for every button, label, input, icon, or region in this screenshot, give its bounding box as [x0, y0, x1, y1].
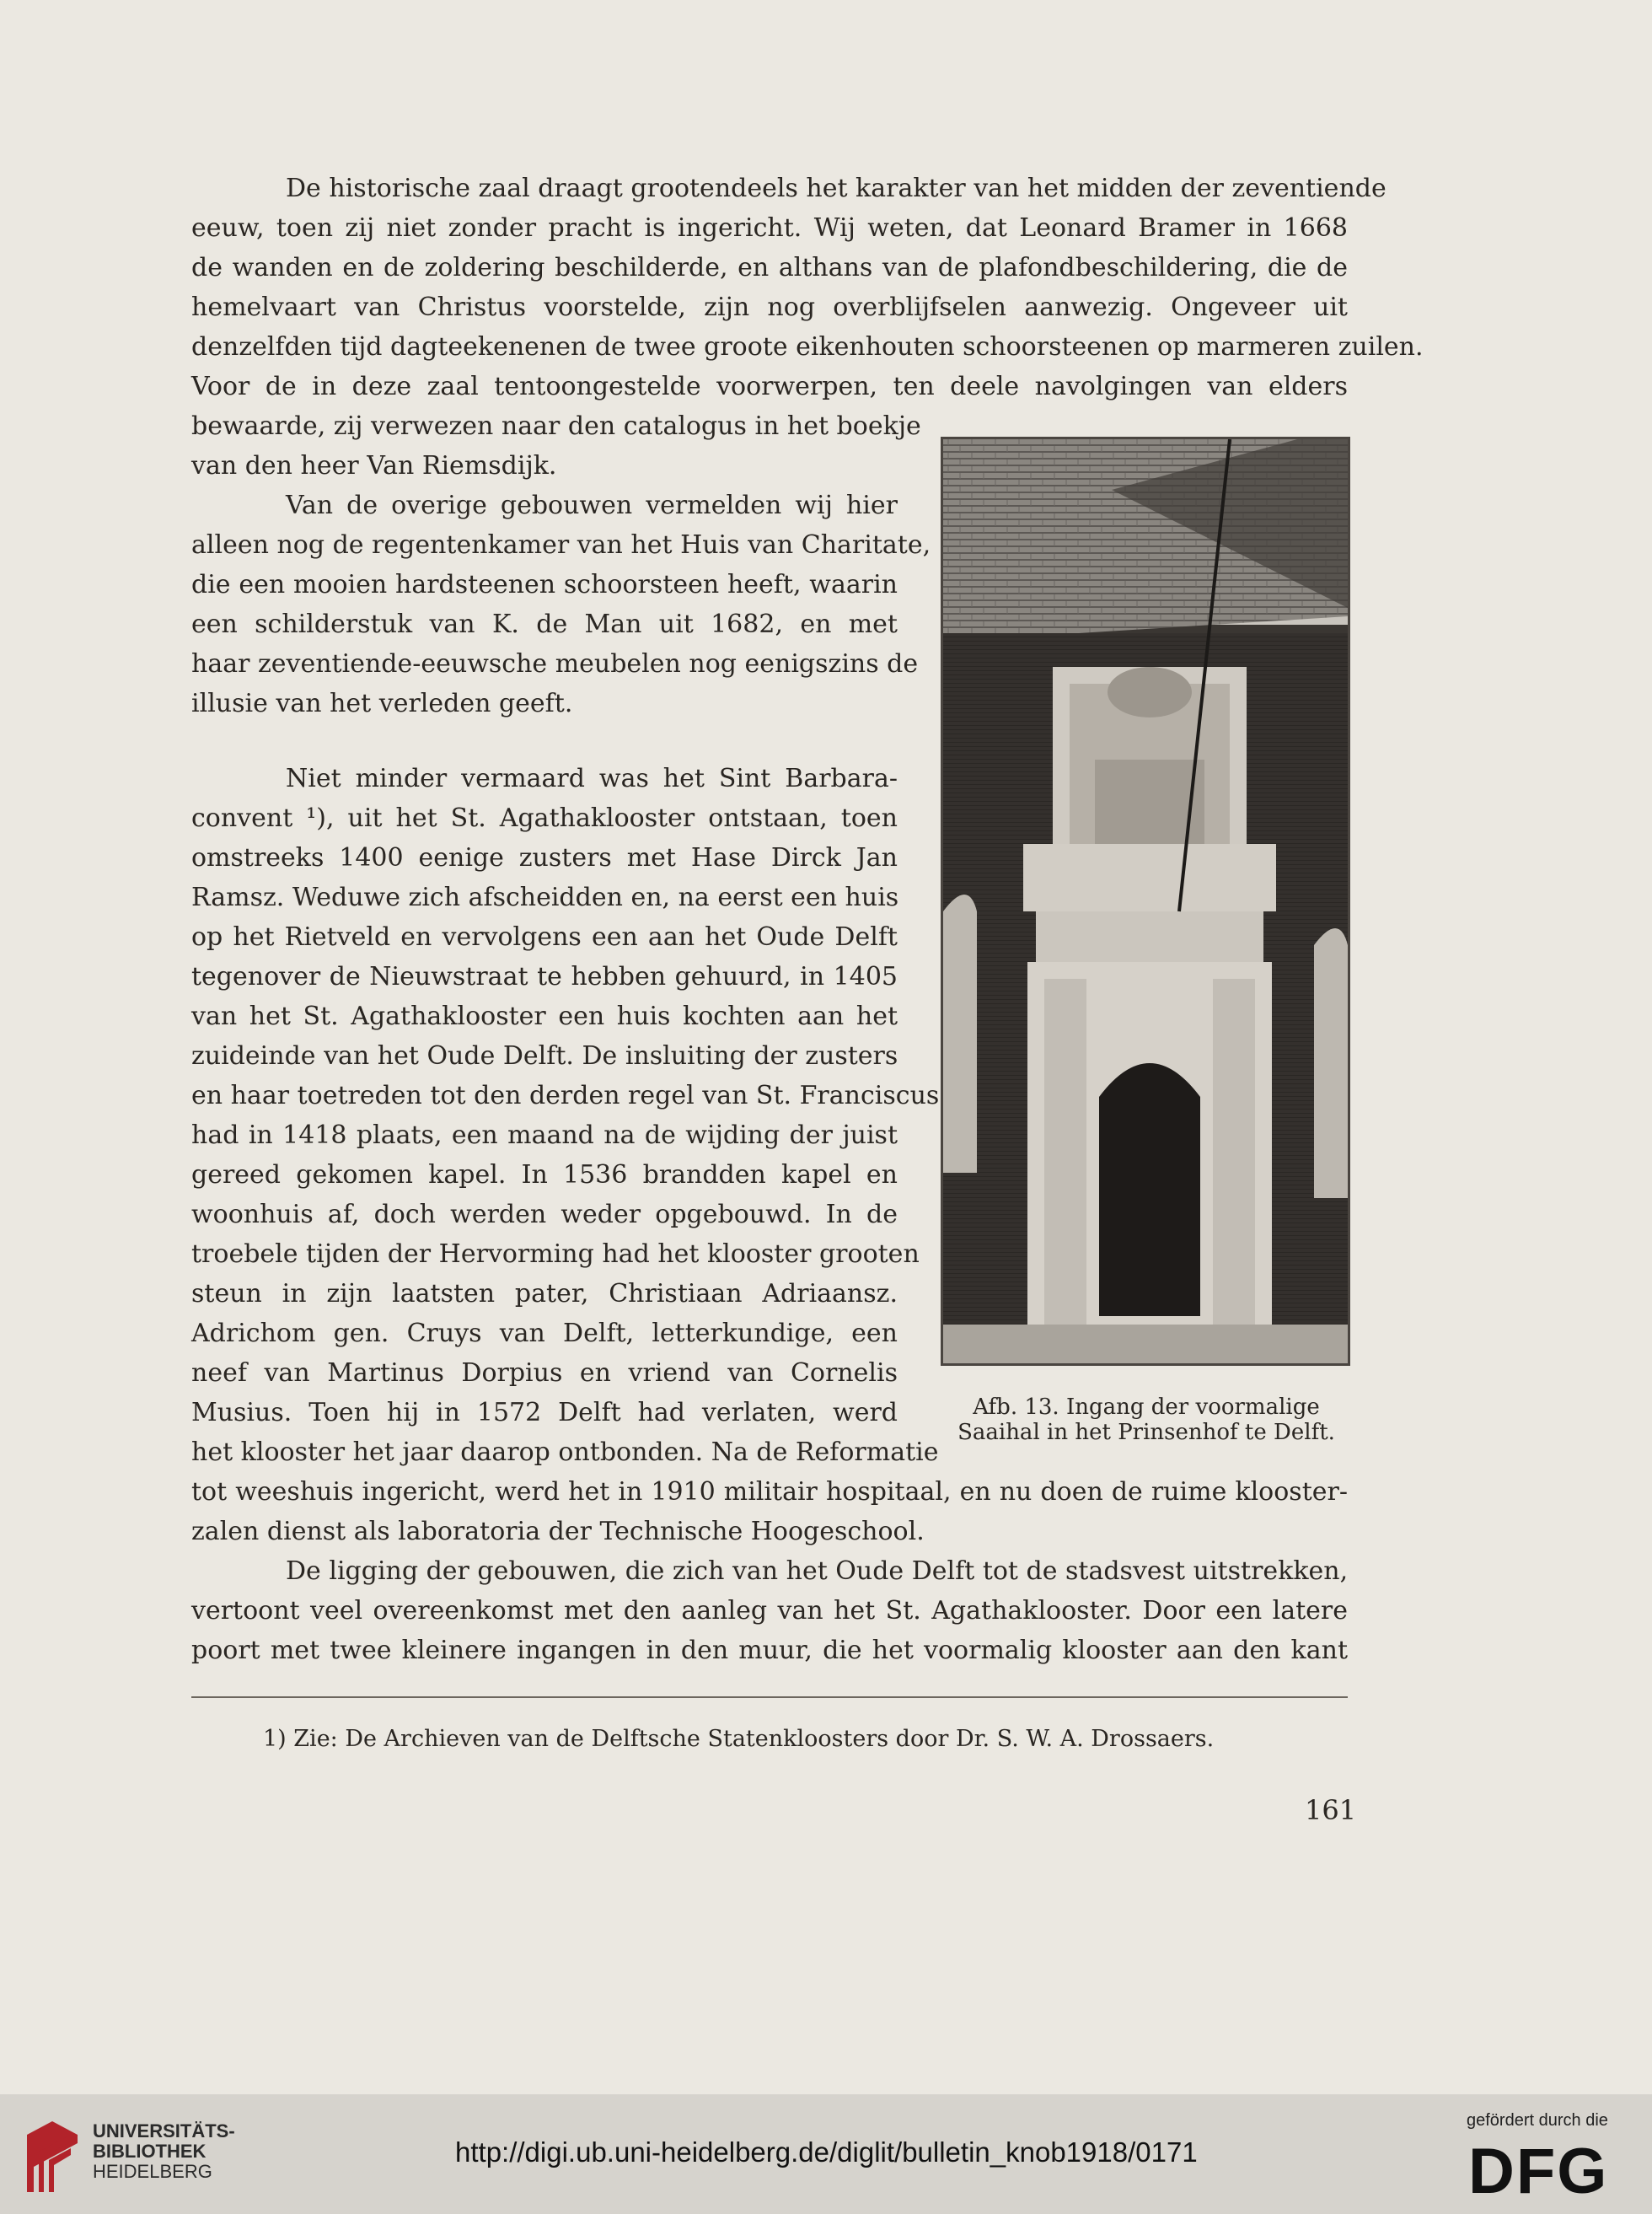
text-line: een schilderstuk van K. de Man uit 1682, en met	[191, 610, 898, 639]
library-name	[93, 2121, 235, 2182]
text-line: Voor de in deze zaal tentoongestelde voorwerpen, ten deele navolgingen van elders	[191, 372, 1348, 401]
text-line: vertoont veel overeenkomst met den aanleg van het St. Agathaklooster. Door een latere	[191, 1596, 1348, 1626]
text-line: die een mooien hardsteenen schoorsteen heeft, waarin	[191, 570, 898, 599]
text-line: haar zeventiende-eeuwsche meubelen nog eenigszins de	[191, 649, 919, 679]
text-line: Adrichom gen. Cruys van Delft, letterkundige, een	[191, 1319, 898, 1348]
text-line: convent ¹), uit het St. Agathaklooster ontstaan, toen	[191, 803, 898, 833]
paragraph-historische-zaal	[191, 169, 1424, 406]
footnote-divider	[191, 1696, 1348, 1698]
text-line: illusie van het verleden geeft.	[191, 689, 573, 718]
viewer-footer	[0, 2094, 1652, 2214]
text-line: eeuw, toen zij niet zonder pracht is ingericht. Wij weten, dat Leonard Bramer in 1668	[191, 213, 1348, 243]
paragraph-sint-barbara	[191, 759, 940, 1472]
text-line: De historische zaal draagt grootendeels het karakter van het midden der zeventiende	[286, 174, 1386, 203]
caption-line: Afb. 13. Ingang der voormalige	[973, 1394, 1320, 1420]
library-name-line: HEIDELBERG	[93, 2161, 212, 2182]
text-line: woonhuis af, doch werden weder opgebouwd. In de	[191, 1200, 898, 1229]
dfg-logo: DFG	[1468, 2136, 1609, 2207]
text-line: van het St. Agathaklooster een huis kochten aan het	[191, 1002, 898, 1031]
figure-caption	[936, 1394, 1357, 1445]
paragraph-sint-barbara-cont	[191, 1472, 1348, 1551]
text-line: en haar toetreden tot den derden regel van St. Franciscus	[191, 1081, 940, 1110]
funding-label: gefördert durch die	[1467, 2111, 1608, 2130]
paragraph-ligging	[191, 1551, 1348, 1670]
paragraph-historische-zaal-cont	[191, 406, 921, 486]
text-line: Niet minder vermaard was het Sint Barbara-	[286, 764, 898, 793]
text-line: Ramsz. Weduwe zich afscheidden en, na eerst een huis	[191, 883, 899, 912]
footnote: 1) Zie: De Archieven van de Delftsche Statenkloosters door Dr. S. W. A. Drossaers.	[263, 1726, 1215, 1752]
text-line: Musius. Toen hij in 1572 Delft had verlaten, werd	[191, 1398, 898, 1427]
library-name-line: UNIVERSITÄTS-	[93, 2120, 235, 2141]
text-line: zuideinde van het Oude Delft. De insluiting der zusters	[191, 1041, 898, 1071]
photo-saaihal-entrance	[941, 437, 1350, 1366]
text-line: poort met twee kleinere ingangen in den muur, die het voormalig klooster aan den kant	[191, 1636, 1348, 1665]
photo-illustration	[943, 439, 1348, 1363]
text-line: de wanden en de zoldering beschilderde, en althans van de plafondbeschildering, die de	[191, 253, 1348, 282]
text-line: De ligging der gebouwen, die zich van het Oude Delft tot de stadsvest uitstrekken,	[286, 1556, 1349, 1586]
text-line: zalen dienst als laboratoria der Technische Hoogeschool.	[191, 1517, 925, 1546]
text-line: steun in zijn laatsten pater, Christiaan Adriaansz.	[191, 1279, 898, 1309]
text-line: neef van Martinus Dorpius en vriend van Cornelis	[191, 1358, 898, 1388]
text-line: troebele tijden der Hervorming had het klooster grooten	[191, 1239, 920, 1269]
university-library-logo-icon	[19, 2118, 86, 2195]
text-line: denzelfden tijd dagteekenenen de twee groote eikenhouten schoorsteenen op marmeren zuilen.	[191, 332, 1424, 362]
caption-line: Saaihal in het Prinsenhof te Delft.	[957, 1420, 1335, 1445]
text-line: tot weeshuis ingericht, werd het in 1910 militair hospitaal, en nu doen de ruime klooster-	[191, 1477, 1348, 1507]
text-line: alleen nog de regentenkamer van het Huis van Charitate,	[191, 530, 931, 560]
page-number: 161	[1305, 1794, 1357, 1826]
text-line: omstreeks 1400 eenige zusters met Hase Dirck Jan	[191, 843, 898, 873]
text-line: hemelvaart van Christus voorstelde, zijn nog overblijfselen aanwezig. Ongeveer uit	[191, 293, 1348, 322]
text-line: van den heer Van Riemsdijk.	[191, 451, 557, 481]
paragraph-overige-gebouwen	[191, 486, 931, 723]
library-name-line: BIBLIOTHEK	[93, 2141, 206, 2162]
text-line: op het Rietveld en vervolgens een aan het Oude Delft	[191, 922, 898, 952]
permalink-url[interactable]: http://digi.ub.uni-heidelberg.de/diglit/bulletin_knob1918/0171	[455, 2136, 1198, 2168]
text-line: had in 1418 plaats, een maand na de wijding der juist	[191, 1120, 898, 1150]
text-line: tegenover de Nieuwstraat te hebben gehuurd, in 1405	[191, 962, 898, 991]
text-line: gereed gekomen kapel. In 1536 brandden kapel en	[191, 1160, 898, 1190]
text-line: Van de overige gebouwen vermelden wij hier	[286, 491, 898, 520]
text-line: bewaarde, zij verwezen naar den catalogus in het boekje	[191, 411, 921, 441]
text-line: het klooster het jaar daarop ontbonden. Na de Reformatie	[191, 1437, 939, 1467]
